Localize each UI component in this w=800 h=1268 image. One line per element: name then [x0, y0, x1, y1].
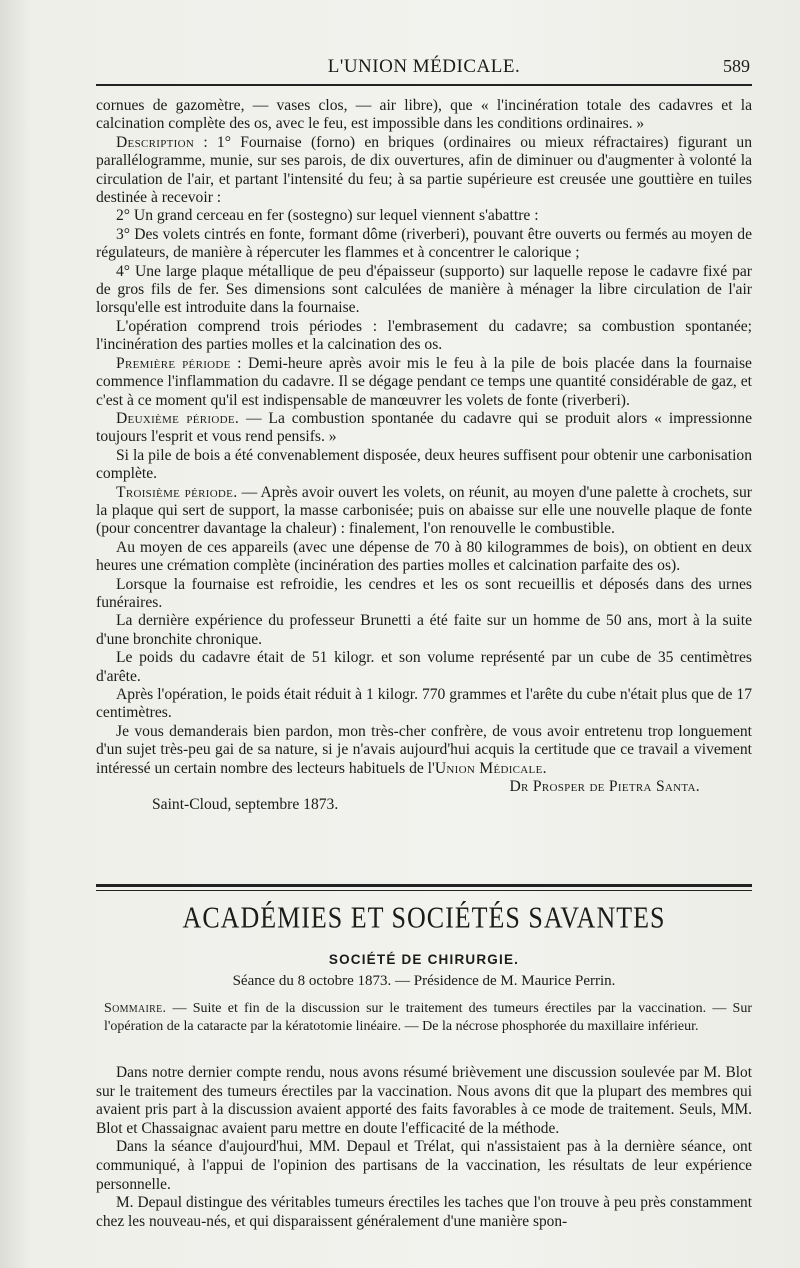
paragraph: [96, 355, 752, 410]
article-text: [96, 97, 752, 815]
report-text: [96, 1064, 752, 1231]
paragraph: Le poids du cadavre était de 51 kilogr. et son volume représenté par un cube de 35 centimètres d'arête.: [96, 649, 752, 685]
paragraph: 3° Des volets cintrés en fonte, formant dôme (riverberi), pouvant être ouverts ou fermés au moyen de régulateurs, de manière à répercuter les flammes et à concentrer le calorique ;: [96, 225, 752, 262]
closing-text: Je vous demanderais bien pardon, mon très-cher confrère, de vous avoir entretenu trop longuement d'un sujet très-peu gai de sa nature, si je n'avais aujourd'hui acquis la certitude que ce travail a vivement intéressé un certain nombre des lecteurs habituels de l': [96, 722, 752, 777]
section-title: ACADÉMIES ET SOCIÉTÉS SAVANTES: [182, 900, 666, 935]
period-label: Deuxième période.: [116, 409, 240, 427]
paragraph: Dans la séance d'aujourd'hui, MM. Depaul et Trélat, qui n'assistaient pas à la dernière séance, ont communiqué, à l'appui de l'opinion des partisans de la vaccination, les résultats de leur expérience personnelle.: [96, 1138, 752, 1193]
paragraph: [96, 410, 752, 447]
page-number: 589: [723, 56, 750, 76]
running-header: [96, 54, 752, 82]
description-text: : 1° Fournaise (forno) en briques (ordinaires ou mieux réfractaires) figurant un parallélogramme, munie, sur ses parois, de dix ouvertures, afin de diminuer ou d'augmenter à volonté la circulation de l'air, et partant l'intensité du feu; à sa partie supérieure est creusée une gouttière en tuiles destinée à recevoir :: [96, 133, 752, 207]
period-text: — La combustion spontanée du cadavre qui se produit alors « impressionne toujours l'esprit et vous rend pensifs. »: [96, 409, 753, 446]
paragraph: Dans notre dernier compte rendu, nous avons résumé brièvement une discussion soulevée par M. Blot sur le traitement des tumeurs érectiles par la vaccination. Nous avons dit que la plupart des membres qui avaient pris part à la discussion avaient apporté des faits favorables à ce mode de traitement. Seuls, MM. Blot et Chassaignac avaient paru mettre en doute l'efficacité de la méthode.: [96, 1064, 752, 1137]
paragraph: Si la pile de bois a été convenablement disposée, deux heures suffisent pour obtenir une carbonisation complète.: [96, 446, 752, 483]
header-rule: [96, 84, 752, 86]
paragraph: Après l'opération, le poids était réduit à 1 kilogr. 770 grammes et l'arête du cube n'était plus que de 17 centimètres.: [96, 686, 752, 722]
seance-line: Séance du 8 octobre 1873. — Présidence de M. Maurice Perrin.: [232, 973, 616, 989]
section-rule: [96, 884, 752, 887]
paragraph: cornues de gazomètre, — vases clos, — air libre), que « l'incinération totale des cadavres et la calcination complète des os, avec le feu, est impossible dans les conditions ordinaires. »: [96, 97, 752, 133]
paragraph: Lorsque la fournaise est refroidie, les cendres et les os sont recueillis et déposés dans des urnes funéraires.: [96, 575, 752, 611]
period-label: Troisième période.: [116, 483, 238, 501]
paragraph: M. Depaul distingue des véritables tumeurs érectiles les taches que l'on trouve à peu près constamment chez les nouveau-nés, et qui disparaissent généralement d'une manière spon-: [96, 1194, 752, 1230]
paragraph: [96, 723, 752, 778]
journal-title: L'UNION MÉDICALE.: [327, 56, 521, 77]
summary: [104, 1000, 752, 1035]
summary-text: — Suite et fin de la discussion sur le traitement des tumeurs érectiles par la vaccination. — Sur l'opération de la cataracte par la kératotomie linéaire. — De la nécrose phosphorée du maxillaire inférieur.: [104, 1001, 752, 1034]
society-title: SOCIÉTÉ DE CHIRURGIE.: [328, 952, 520, 967]
author-signature: Dr Prosper de Pietra Santa.: [509, 778, 700, 796]
paragraph: L'opération comprend trois périodes : l'embrasement du cadavre; sa combustion spontanée; l'incinération des parties molles et la calcination des os.: [96, 317, 752, 354]
period-text: — Après avoir ouvert les volets, on réunit, au moyen d'une palette à crochets, sur la plaque qui sert de support, la masse carbonisée; puis on abaisse sur elle une nouvelle plaque de fonte (pour concentrer davantage la chaleur) : finalement, l'on renouvelle le combustible.: [96, 483, 752, 538]
journal-name: Union Médicale.: [434, 759, 547, 777]
paragraph: La dernière expérience du professeur Brunetti a été faite sur un homme de 50 ans, mort à la suite d'une bronchite chronique.: [96, 612, 752, 648]
period-label: Première période: [116, 354, 231, 372]
description-label: Description: [116, 133, 195, 151]
section-rule-thin: [96, 890, 752, 891]
signature-line: [96, 778, 752, 796]
paragraph: Au moyen de ces appareils (avec une dépense de 70 à 80 kilogrammes de bois), on obtient en deux heures une crémation complète (incinération des parties molles et calcination parfaite des os).: [96, 538, 752, 575]
paragraph: 4° Une large plaque métallique de peu d'épaisseur (supporto) sur laquelle repose le cadavre fixé par de gros fils de fer. Ses dimensions sont calculées de manière à ménager la libre circulation de l'air lorsqu'elle est introduite dans la fournaise.: [96, 262, 752, 317]
paragraph: [96, 134, 752, 208]
place-date: Saint-Cloud, septembre 1873.: [152, 796, 339, 814]
summary-label: Sommaire.: [104, 1001, 167, 1016]
paragraph: [96, 484, 752, 539]
paragraph: 2° Un grand cerceau en fer (sostegno) sur lequel viennent s'abattre :: [116, 207, 539, 225]
period-text: : Demi-heure après avoir mis le feu à la pile de bois placée dans la fournaise commence l'inflammation du cadavre. Il se dégage pendant ce temps une quantité considérable de gaz, et c'est à ce moment qu'il est indispensable de manœuvrer les volets de fonte (riverberi).: [96, 354, 752, 409]
